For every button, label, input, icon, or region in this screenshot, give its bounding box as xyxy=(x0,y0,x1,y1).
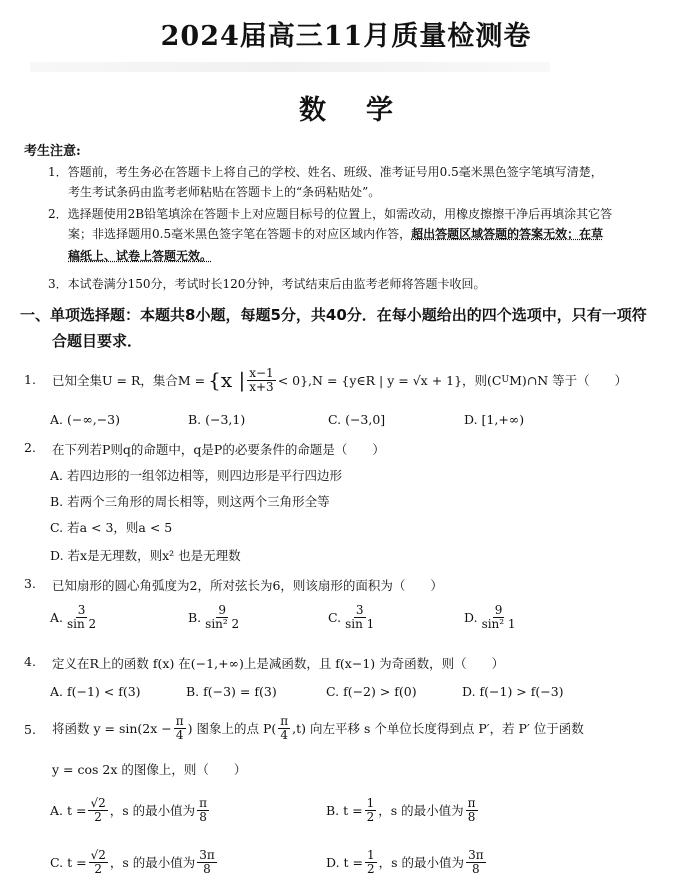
question-2-stem: 在下列若P则q的命题中，q是P的必要条件的命题是（ ） xyxy=(52,442,385,457)
notice-item-3: 3．本试卷满分150分，考试时长120分钟，考试结束后由监考老师将答题卡收回。 xyxy=(48,277,486,291)
question-3-option-c: C. $\frac{3}{\sin 1}$ xyxy=(328,603,375,631)
question-4-option-c: C. f(−2) > f(0) xyxy=(326,684,417,699)
question-5-stem: 将函数 y = sin(2x − $\frac{\pi}{4}$ ) 图象上的点 P( $\frac{\pi}{4}$ ,t) 向左平移 s 个单位长度得到点 P′，若 P′ 位于函数 xyxy=(52,713,584,742)
notice-item-1-line2: 考生考试条码由监考老师粘贴在答题卡上的“条码粘贴处”。 xyxy=(68,185,381,199)
question-3-option-d: D. $\frac{9}{\text{sin² 1}}$ xyxy=(464,603,516,631)
question-5-stem-line2: y = cos 2x 的图像上，则（ ） xyxy=(52,762,247,777)
question-4-number: 4. xyxy=(24,654,36,669)
question-1-option-d: D. [1,+∞) xyxy=(464,412,525,427)
question-1-number: 1. xyxy=(24,372,36,387)
question-4-stem: 定义在R上的函数 f(x) 在(−1,+∞)上是减函数，且 f(x−1) 为奇函数，则（ ） xyxy=(52,656,505,671)
question-4-option-b: B. f(−3) = f(3) xyxy=(186,684,277,699)
question-1-fraction: $\frac{x-1}{x+3}$ xyxy=(249,365,274,394)
question-1-stem: 已知全集U = R，集合M = {x | $\frac{x-1}{x+3}$ < 0},N = {y∈R | y = √x + 1}，则(C U M)∩N 等于（ ） xyxy=(52,365,628,394)
question-1-option-b: B. (−3,1) xyxy=(188,412,246,427)
question-4-option-d: D. f(−1) > f(−3) xyxy=(462,684,564,699)
question-2-option-d: D. 若x是无理数，则x² 也是无理数 xyxy=(50,548,241,563)
notice-item-1-line1: 1．答题前，考生务必在答题卡上将自己的学校、姓名、班级、准考证号用0.5毫米黑色签字笔填写清楚， xyxy=(48,165,603,179)
notice-item-2-line1: 2．选择题使用2B铅笔填涂在答题卡上对应题目标号的位置上，如需改动，用橡皮擦擦干净后再填涂其它答 xyxy=(48,207,613,221)
question-2-option-c: C. 若a < 3，则a < 5 xyxy=(50,520,173,535)
question-5-option-c: C. t = $\frac{√2}{2}$ ，s 的最小值为 $\frac{3\pi}{8}$ xyxy=(50,847,215,876)
question-5-number: 5. xyxy=(24,722,36,737)
question-3-stem: 已知扇形的圆心角弧度为2，所对弦长为6，则该扇形的面积为（ ） xyxy=(52,578,443,593)
question-3-option-b: B. $\frac{9}{\text{sin² 2}}$ xyxy=(188,603,240,631)
question-2-option-b: B. 若两个三角形的周长相等，则这两个三角形全等 xyxy=(50,494,330,509)
question-5-option-a: A. t = $\frac{√2}{2}$ ，s 的最小值为 $\frac{\pi}{8}$ xyxy=(50,795,208,824)
question-5-option-d: D. t = $\frac{1}{2}$ ，s 的最小值为 $\frac{3\pi}{8}$ xyxy=(326,847,484,876)
scan-smudge xyxy=(30,62,550,72)
section-heading-line2: 合题目要求． xyxy=(52,332,143,350)
notice-item-2-line3: 稿纸上、试卷上答题无效。 xyxy=(68,249,213,263)
question-3-option-a: A. $\frac{3}{\sin 2}$ xyxy=(50,603,97,631)
section-heading-line1: 一、单项选择题：本题共8小题，每题5分，共40分．在每小题给出的四个选项中，只有一项符 xyxy=(20,306,647,324)
exam-title: 2024届高三11月质量检测卷 xyxy=(160,21,532,52)
question-2-option-a: A. 若四边形的一组邻边相等，则四边形是平行四边形 xyxy=(50,468,342,483)
question-4-option-a: A. f(−1) < f(3) xyxy=(50,684,141,699)
question-5-option-b: B. t = $\frac{1}{2}$ ，s 的最小值为 $\frac{\pi}{8}$ xyxy=(326,795,476,824)
subject-title: 数学 xyxy=(299,95,433,126)
question-2-number: 2. xyxy=(24,440,36,455)
question-1-option-a: A. (−∞,−3) xyxy=(50,412,121,427)
notice-heading: 考生注意: xyxy=(24,144,81,159)
question-3-number: 3. xyxy=(24,576,36,591)
notice-item-2-line2: 案；非选择题用0.5毫米黑色签字笔在答题卡的对应区域内作答，超出答题区域答题的答案无效；在草 xyxy=(68,227,604,241)
question-1-option-c: C. (−3,0] xyxy=(328,412,386,427)
